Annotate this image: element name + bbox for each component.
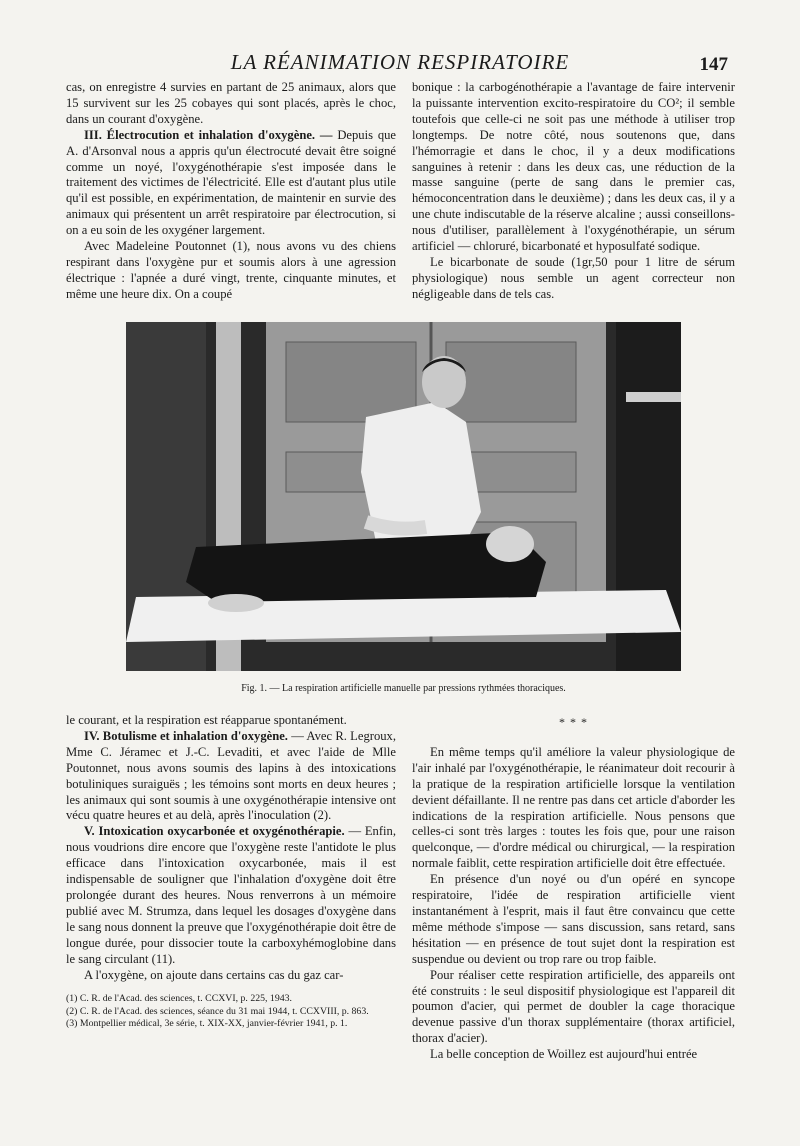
paragraph-text: — Avec R. Legroux, Mme C. Jéramec et J.-C. Levaditi, et avec l'aide de Mlle Poutonnet, nous avons soumis des lapins à des intoxications botuliniques suraiguës ; les témoins sont morts en deux heures ; les animaux qui sont soumis à une oxygénothérapie intensive ont vécu quatre heures et au delà, après l'inoculation (2). — [66, 728, 396, 823]
bottom-right-column — [412, 713, 735, 1063]
paragraph: le courant, et la respiration est réapparue spontanément. — [66, 713, 347, 727]
section-3-paragraph — [66, 128, 396, 239]
footnote: (2) C. R. de l'Acad. des sciences, séance du 31 mai 1944, t. CCXVIII, p. 863. — [66, 1005, 369, 1017]
section-heading: III. Électrocution et inhalation d'oxygène. — — [84, 127, 333, 142]
paragraph: A l'oxygène, on ajoute dans certains cas du gaz car- — [84, 967, 344, 982]
page-number: 147 — [699, 54, 728, 75]
figure-photo — [126, 322, 681, 671]
section-5-paragraph — [66, 824, 396, 967]
footnote: (1) C. R. de l'Acad. des sciences, t. CCXVI, p. 225, 1943. — [66, 993, 292, 1005]
paragraph: bonique : la carbogénothérapie a l'avantage de faire intervenir la puissante intervention excito-respiratoire du CO²; il semble toutefois que celle-ci ne soit pas une méthode à utiliser trop longtemps. De notre côté, nous soutenons que, dans l'hémorragie et dans le choc, il y a deux modifications sanguines à retenir : dans les deux cas, une réduction de la masse sanguine (perte de sang dans le premier cas, hémoconcentration dans le deuxième) ; dans les deux cas, il y a une chute indiscutable de la réserve alcaline ; aussi conseillons-nous d'utiliser, parallèlement à l'oxygénothérapie, un sérum artificiel — chloruré, bicarbonaté et hyposulfaté sodique. — [412, 80, 735, 254]
paragraph: cas, on enregistre 4 survies en partant de 25 animaux, alors que 15 survivent sur les 25 cobayes qui sont placés, après le choc, dans un courant d'oxygène. — [66, 80, 396, 126]
bottom-left-column — [66, 713, 396, 1031]
running-header-title: LA RÉANIMATION RESPIRATOIRE — [230, 50, 570, 74]
figure-caption: Fig. 1. — La respiration artificielle manuelle par pressions rythmées thoraciques. — [241, 683, 566, 694]
footnotes — [66, 993, 396, 1030]
section-4-paragraph — [66, 729, 396, 824]
paragraph: Le bicarbonate de soude (1gr,50 pour 1 litre de sérum physiologique) nous semble un agent correcteur non négligeable dans de tels cas. — [412, 254, 735, 301]
section-heading: V. Intoxication oxycarbonée et oxygénothérapie. — [84, 824, 345, 839]
paragraph: La belle conception de Woillez est aujourd'hui entrée — [430, 1047, 698, 1062]
paragraph: Pour réaliser cette respiration artificielle, des appareils ont été construits : le seul dispositif physiologique est l'appareil dit poumon d'acier, qui permet de doubler la cage thoracique devenue passive d'un thorax supplémentaire (thorax artificiel, thorax d'acier). — [412, 967, 735, 1046]
paragraph: Avec Madeleine Poutonnet (1), nous avons vu des chiens respirant dans l'oxygène pur et soumis alors à une agression électrique : l'apnée a duré vingt, trente, cinquante minutes, et même une heure dix. On a coupé — [66, 239, 396, 301]
paragraph-text: Depuis que A. d'Arsonval nous a appris qu'un électrocuté devait être soigné comme un noyé, l'oxygénothérapie s'est imposée dans le traitement des victimes de l'électricité. Elle est d'autant plus utile qu'il est possible, en expérimentation, de maintenir en survie des animaux qui présentent un arrêt respiratoire par électrocution, si on a eu soin de les oxygéner largement. — [66, 127, 396, 238]
section-heading: IV. Botulisme et inhalation d'oxygène. — [84, 728, 288, 743]
top-left-column — [66, 80, 396, 303]
top-right-column — [412, 80, 735, 303]
asterism-divider: * * * — [559, 715, 588, 729]
footnote: (3) Montpellier médical, 3e série, t. XIX-XX, janvier-février 1941, p. 1. — [66, 1018, 348, 1030]
paragraph-text: — Enfin, nous voudrions dire encore que l'oxygène reste l'antidote le plus efficace dans l'intoxication oxycarbonée, mais il est indispensable de souligner que l'inhalation d'oxygène doit être prolongée durant des heures. Nous renverrons à un mémoire publié avec M. Strumza, dans lequel les dosages d'oxygène dans le sang nous donnent la preuve que l'oxygénothérapie doit être de longue durée, pour dissocier toute la carboxyhémoglobine dans le sang circulant (11). — [66, 824, 396, 966]
paragraph: En même temps qu'il améliore la valeur physiologique de l'air inhalé par l'oxygénothérapie, le réanimateur doit recourir à la pratique de la respiration artificielle lorsque la ventilation devient défaillante. Il ne rentre pas dans cet article d'aborder les indications de la respiration artificielle. Nous pensons que celles-ci sont très larges : toutes les fois que, pour une raison quelconque, — d'ordre médical ou chirurgical, — la respiration normale faiblit, cette respiration artificielle doit être effectuée. — [412, 744, 735, 871]
paragraph: En présence d'un noyé ou d'un opéré en syncope respiratoire, l'idée de respiration artificielle vient instantanément à l'esprit, mais il faut être convaincu que cette même méthode s'impose — sans discussion, sans retard, sans hésitation — en présence de tout sujet dont la respiration est suspendue ou devient ou trop rare ou trop faible. — [412, 872, 735, 966]
